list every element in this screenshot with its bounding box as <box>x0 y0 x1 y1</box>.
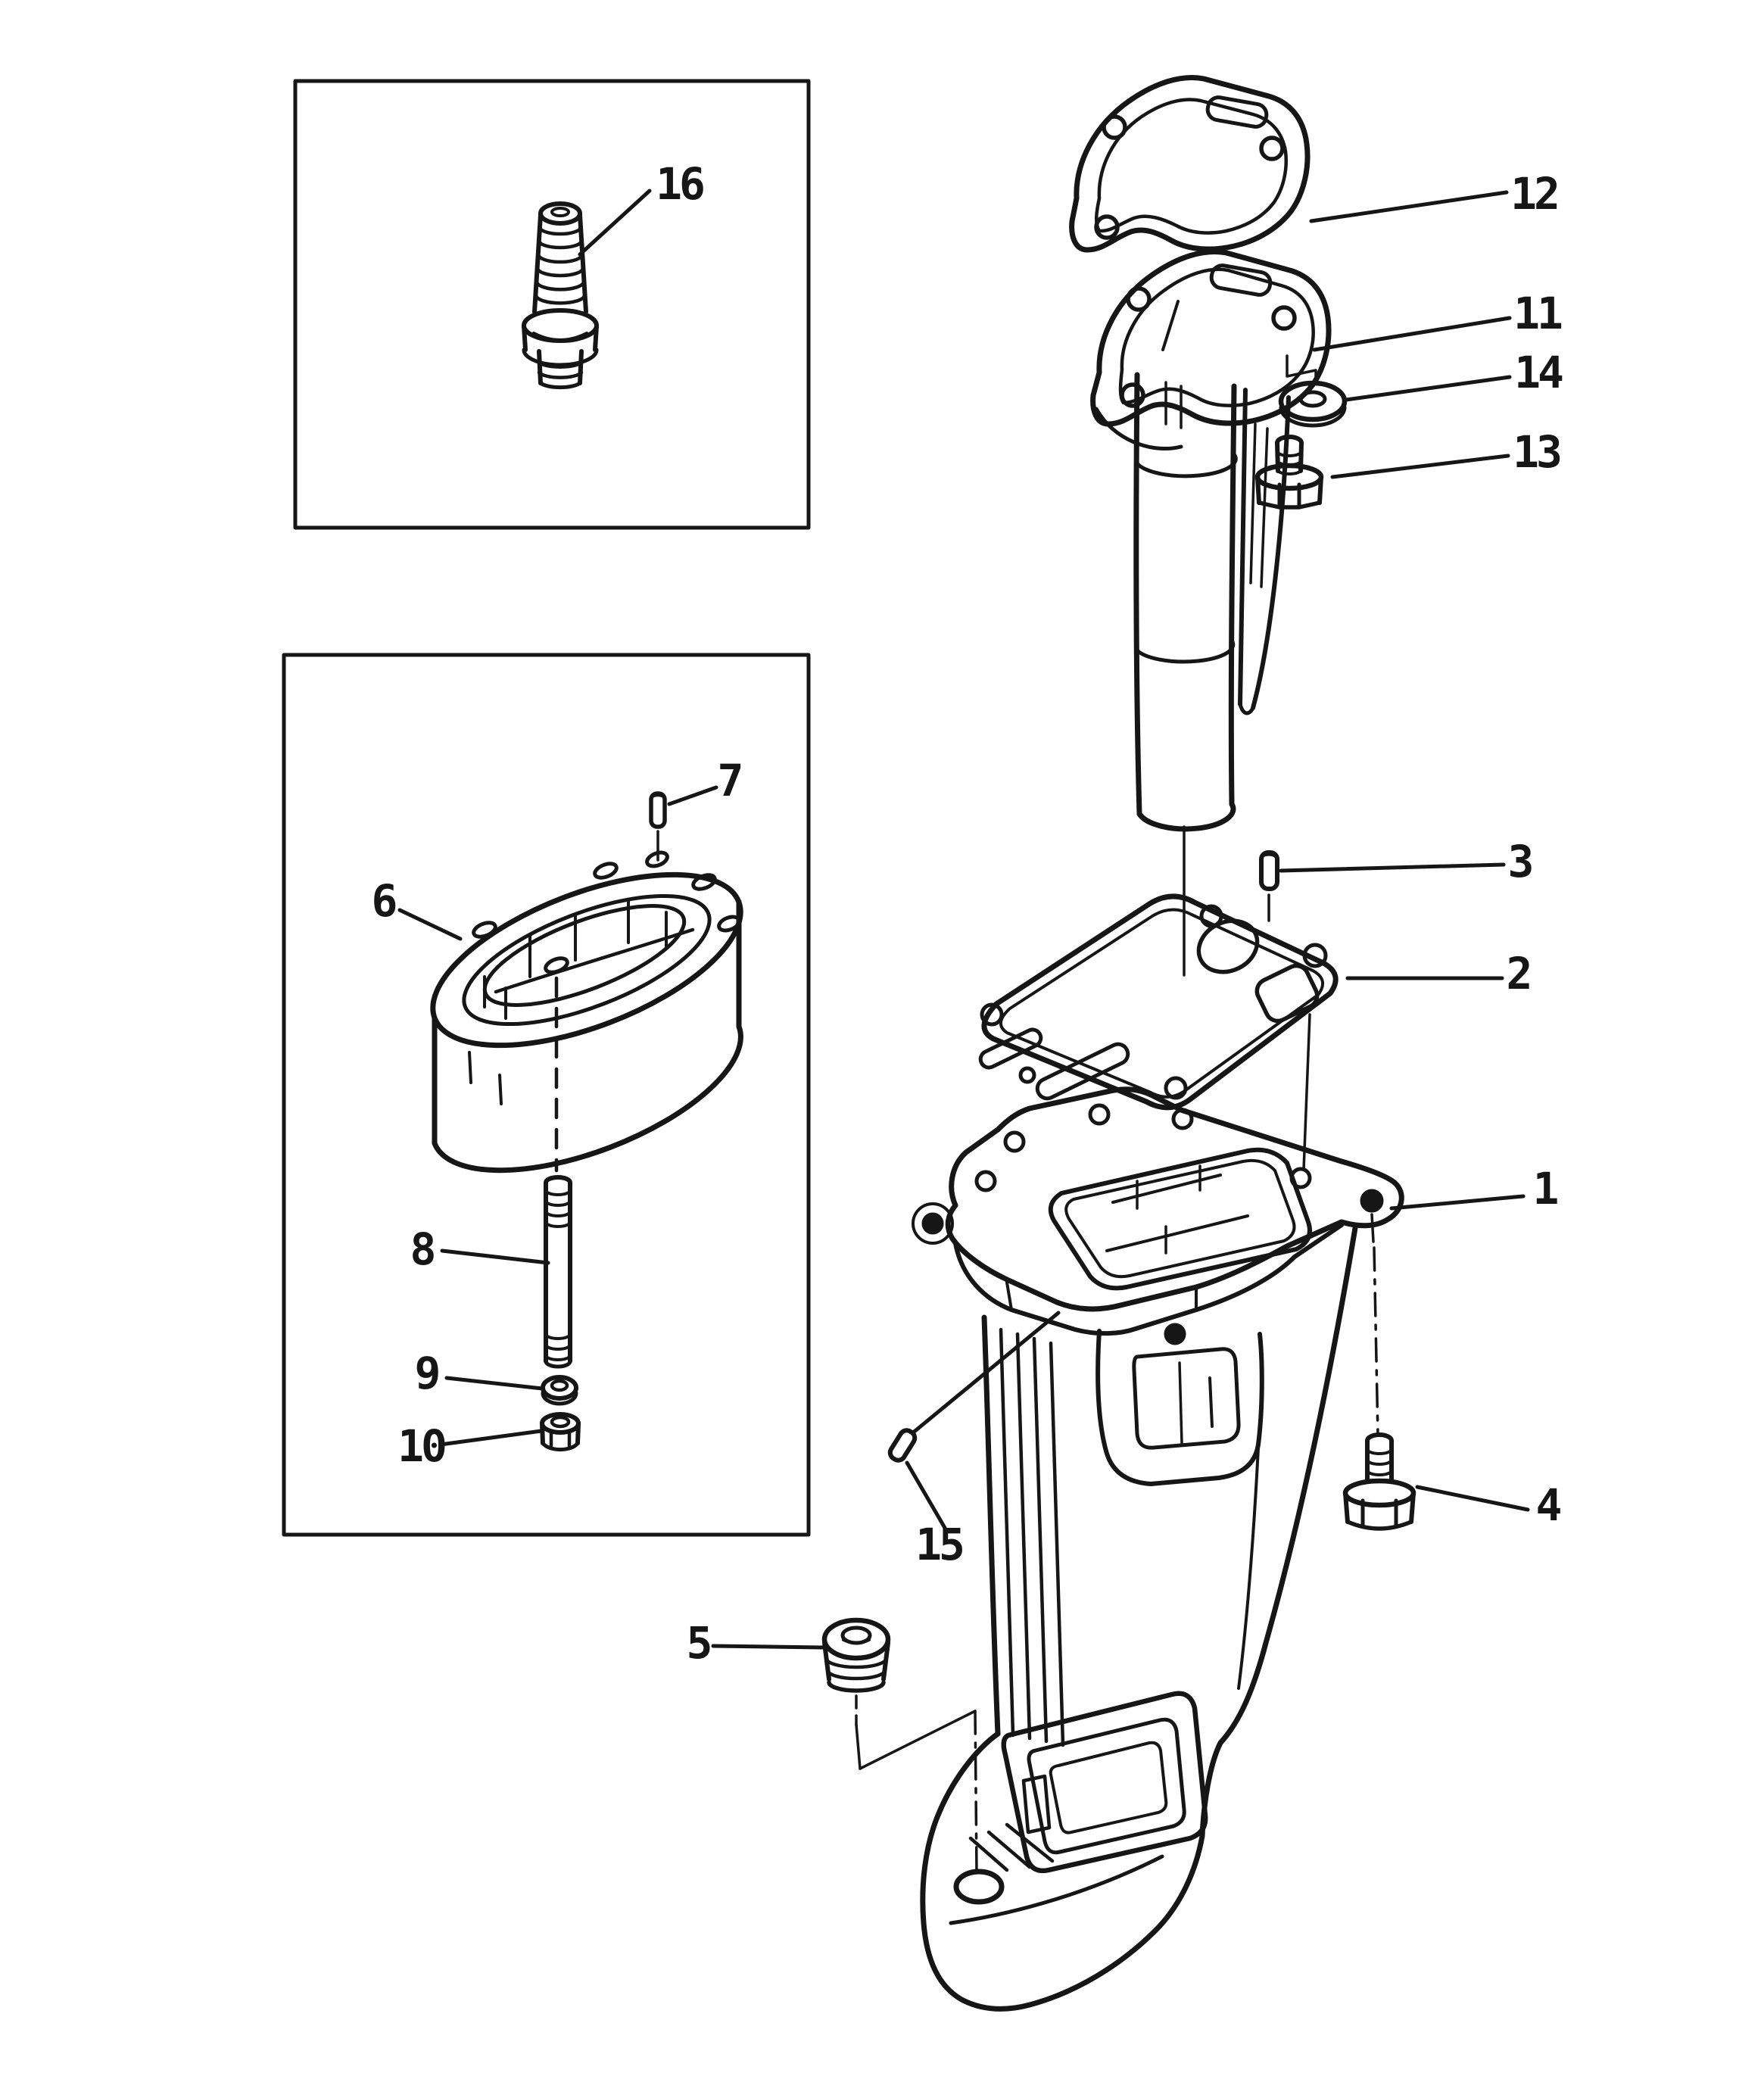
part-1-driveshaft-housing <box>913 1089 1401 2009</box>
inset-border-icon <box>295 81 809 528</box>
leader-line-10 <box>441 1431 541 1445</box>
centerline-1-to-4a <box>1372 1214 1373 1242</box>
part-10-nut <box>542 1414 578 1450</box>
callout-5: 5 <box>686 1617 710 1669</box>
callout-12-group <box>1311 168 1557 221</box>
leader-line-11 <box>1314 318 1510 350</box>
leader-line-4 <box>1417 1487 1528 1510</box>
callout-11-group <box>1314 288 1562 350</box>
callout-14-group <box>1346 347 1563 400</box>
leader-line-3 <box>1281 865 1504 871</box>
callout-12: 12 <box>1510 168 1557 220</box>
callout-5-group <box>687 1617 822 1669</box>
leader-line-6 <box>400 910 460 939</box>
callout-8: 8 <box>410 1223 434 1275</box>
callout-1: 1 <box>1532 1163 1557 1214</box>
callout-6: 6 <box>371 875 395 927</box>
leader-line-8 <box>442 1251 548 1263</box>
leader-line-13 <box>1332 456 1508 477</box>
callout-2: 2 <box>1506 948 1530 999</box>
callout-16: 16 <box>656 158 703 210</box>
part-6-spacer <box>411 840 763 1170</box>
leader-line-12 <box>1311 192 1507 221</box>
callout-3: 3 <box>1507 836 1532 887</box>
callout-11: 11 <box>1513 288 1560 339</box>
leader-line-1 <box>1392 1196 1523 1208</box>
leader-line-14 <box>1346 377 1510 400</box>
part-8-stud <box>546 1177 570 1367</box>
callout-16-group <box>580 158 703 254</box>
callout-10: 10 <box>397 1420 444 1472</box>
part-4-bolt <box>1345 1435 1413 1529</box>
callout-13-group <box>1332 426 1560 478</box>
part-2-gasket <box>978 896 1336 1108</box>
part-9-washer <box>543 1377 576 1404</box>
inset-box-top <box>295 81 809 528</box>
callout-7: 7 <box>717 755 741 806</box>
centerline-1-to-4b <box>1374 1248 1378 1435</box>
leader-line-16 <box>580 191 650 254</box>
callout-4: 4 <box>1535 1479 1560 1531</box>
callout-1-group <box>1392 1163 1558 1214</box>
callout-6-group <box>372 875 460 939</box>
part-11-exhaust-tube <box>1093 251 1329 828</box>
leader-line-9 <box>447 1378 542 1389</box>
callout-13: 13 <box>1513 426 1560 478</box>
centerline-gasket-to-housing <box>1304 1015 1310 1170</box>
callout-2-group <box>1348 948 1530 999</box>
callout-9: 9 <box>414 1348 438 1399</box>
callout-8-group <box>410 1223 548 1275</box>
callout-14: 14 <box>1514 347 1561 398</box>
callout-9-group <box>415 1348 542 1399</box>
callout-3-group <box>1281 836 1532 887</box>
leader-line-7 <box>669 787 716 804</box>
part-3-pin <box>1261 853 1277 921</box>
callout-10-group <box>397 1420 541 1472</box>
centerline-5-to-foot <box>856 1696 977 1872</box>
part-5-plug <box>824 1620 888 1691</box>
leader-line-5 <box>713 1646 822 1647</box>
callout-7-group <box>669 755 741 806</box>
part-12-gasket <box>1072 77 1307 250</box>
callout-15: 15 <box>915 1519 962 1570</box>
callout-4-group <box>1417 1479 1561 1531</box>
part-7-pin <box>651 793 665 860</box>
part-16-stud <box>524 204 597 388</box>
